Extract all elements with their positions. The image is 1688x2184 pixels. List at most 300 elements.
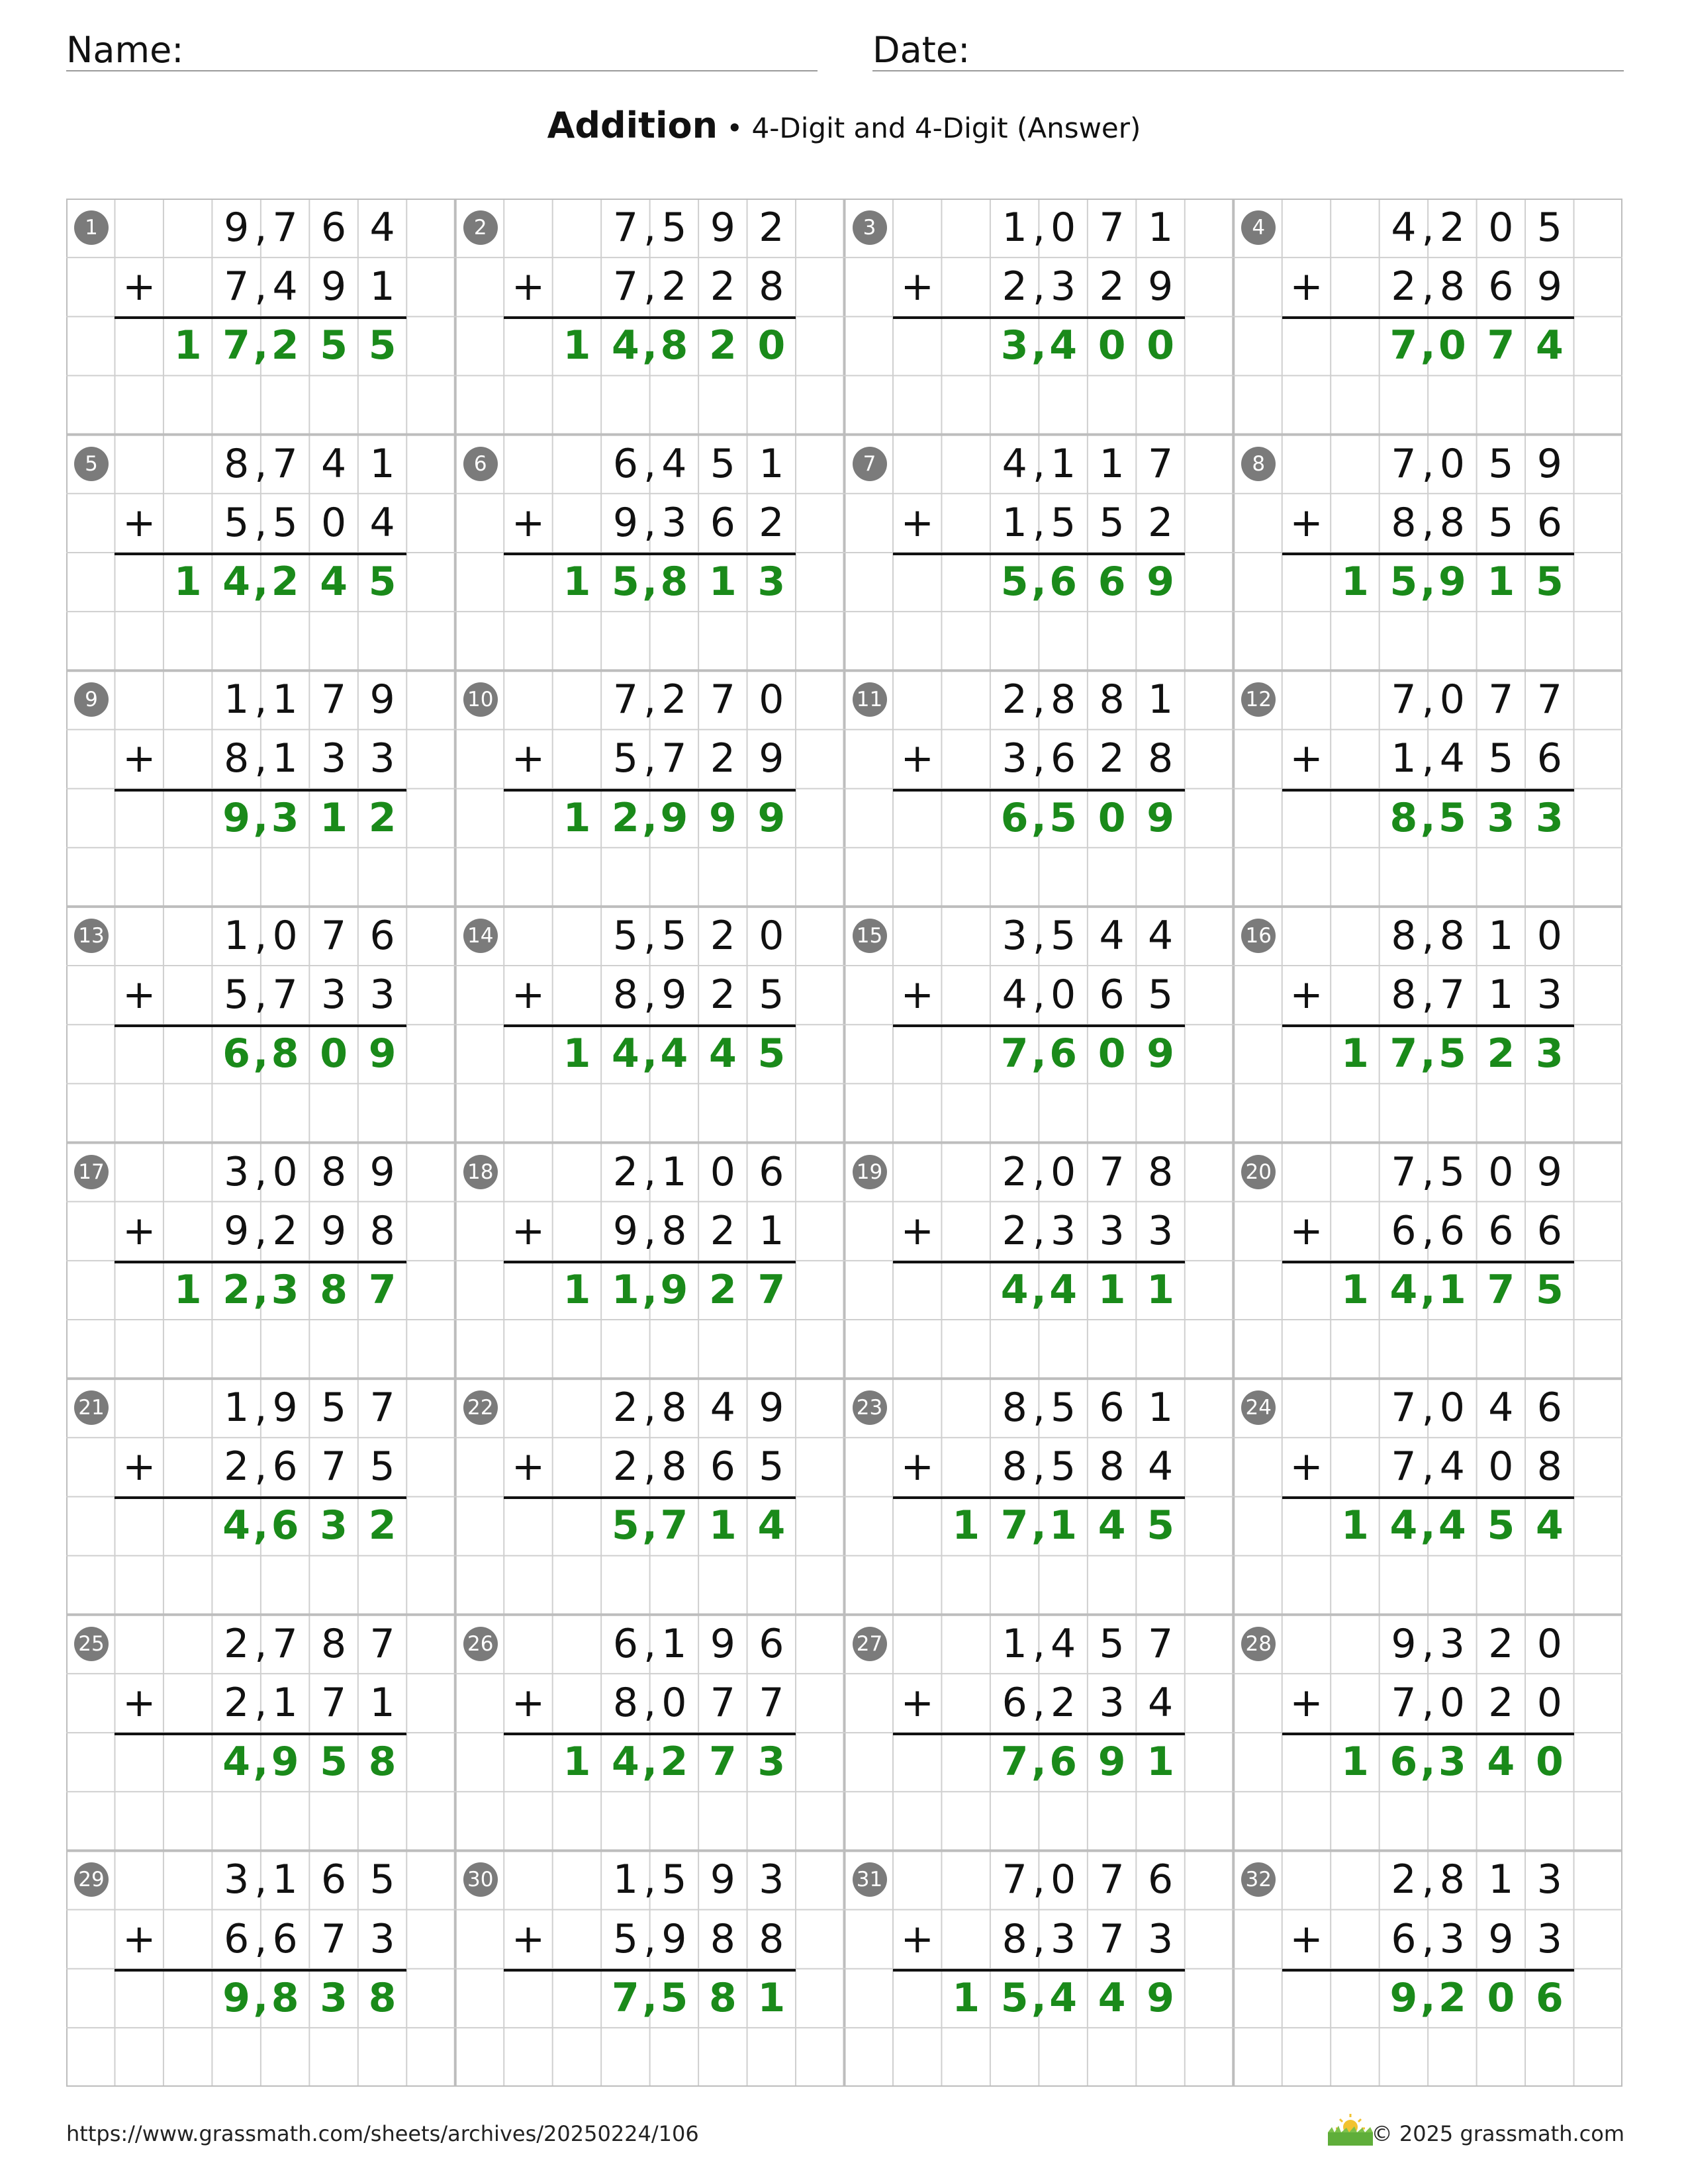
thousands-separator: , (1420, 322, 1436, 369)
answer-digit: 1 (563, 1739, 591, 1786)
thousands-separator: , (1032, 735, 1045, 782)
digit: 9 (1488, 1915, 1514, 1962)
answer-digit: 4 (660, 1030, 688, 1077)
thousands-separator: , (1421, 1443, 1434, 1490)
digit: 2 (1439, 205, 1465, 251)
digit: 1 (1488, 972, 1514, 1019)
answer-digit: 4 (1535, 322, 1564, 369)
plus-sign: + (1289, 735, 1323, 782)
thousands-separator: , (643, 440, 657, 487)
thousands-separator: , (253, 558, 269, 605)
answer-digit: 5 (1000, 1974, 1029, 2021)
answer-digit: 0 (1098, 322, 1126, 369)
problem-27 (845, 1615, 1234, 1850)
digit: 7 (1391, 1148, 1417, 1195)
digit: 1 (224, 676, 250, 723)
digit: 5 (1051, 1385, 1076, 1432)
digit: 9 (612, 1207, 638, 1254)
plus-sign: + (511, 972, 545, 1019)
digit: 5 (1099, 1620, 1125, 1667)
digit: 5 (1051, 1443, 1076, 1490)
digit: 1 (369, 440, 395, 487)
plus-sign: + (122, 1443, 156, 1490)
digit: 5 (612, 912, 638, 959)
digit: 0 (710, 1148, 735, 1195)
digit: 2 (1391, 1856, 1417, 1903)
thousands-separator: , (254, 1385, 267, 1432)
thousands-separator: , (1421, 1915, 1434, 1962)
digit: 0 (1051, 1856, 1076, 1903)
digit: 6 (1488, 1207, 1514, 1254)
answer-digit: 5 (1147, 1502, 1174, 1549)
footer-url: https://www.grassmath.com/sheets/archives/20250224/106 (66, 2121, 699, 2146)
answer-digit: 2 (368, 1502, 397, 1549)
digit: 6 (1099, 1385, 1125, 1432)
answer-digit: 5 (368, 558, 397, 605)
thousands-separator: , (642, 794, 658, 841)
answer-digit: 5 (1438, 794, 1466, 841)
problem-number-badge: 14 (463, 919, 498, 953)
digit: 8 (1147, 1148, 1174, 1195)
digit: 3 (321, 735, 347, 782)
digit: 8 (224, 735, 250, 782)
answer-digit: 8 (368, 1974, 397, 2021)
problem-number-badge: 6 (463, 447, 498, 481)
digit: 3 (1536, 1915, 1562, 1962)
thousands-separator: , (1032, 440, 1045, 487)
digit: 5 (661, 1856, 687, 1903)
answer-digit: 9 (1147, 1974, 1174, 2021)
digit: 9 (759, 1385, 784, 1432)
answer-digit: 9 (1098, 1739, 1126, 1786)
problem-30 (455, 1850, 845, 2086)
answer-digit: 7 (1000, 1739, 1029, 1786)
digit: 7 (369, 1385, 395, 1432)
problem-number-badge: 19 (853, 1155, 887, 1189)
answer-digit: 5 (612, 558, 639, 605)
digit: 7 (1099, 1856, 1125, 1903)
digit: 3 (1002, 912, 1027, 959)
digit: 6 (1439, 1207, 1465, 1254)
digit: 7 (661, 735, 687, 782)
answer-digit: 8 (1389, 794, 1418, 841)
digit: 9 (369, 676, 395, 723)
thousands-separator: , (1421, 1856, 1434, 1903)
answer-digit: 2 (222, 1266, 251, 1313)
answer-digit: 8 (660, 322, 688, 369)
thousands-separator: , (254, 1679, 267, 1726)
digit: 1 (1051, 440, 1076, 487)
thousands-separator: , (642, 1266, 658, 1313)
digit: 8 (612, 972, 638, 1019)
plus-sign: + (122, 972, 156, 1019)
problem-32 (1233, 1850, 1622, 2086)
thousands-separator: , (253, 1739, 269, 1786)
thousands-separator: , (1032, 1679, 1045, 1726)
digit: 2 (224, 1620, 250, 1667)
digit: 3 (1002, 735, 1027, 782)
answer-digit: 5 (320, 322, 348, 369)
digit: 0 (759, 676, 784, 723)
answer-digit: 2 (660, 1739, 688, 1786)
thousands-separator: , (1420, 1974, 1436, 2021)
digit: 8 (321, 1148, 347, 1195)
answer-digit: 0 (320, 1030, 348, 1077)
digit: 2 (759, 499, 784, 546)
answer-digit: 9 (708, 794, 737, 841)
plus-sign: + (511, 1443, 545, 1490)
digit: 8 (1391, 499, 1417, 546)
answer-digit: 4 (1000, 1266, 1029, 1313)
problem-26 (455, 1615, 845, 1850)
digit: 1 (1002, 205, 1027, 251)
digit: 1 (224, 912, 250, 959)
digit: 7 (224, 263, 250, 310)
thousands-separator: , (642, 322, 658, 369)
digit: 0 (1439, 676, 1465, 723)
problem-number-badge: 17 (74, 1155, 109, 1189)
answer-digit: 0 (1535, 1739, 1564, 1786)
digit: 6 (1536, 735, 1562, 782)
digit: 2 (710, 263, 735, 310)
answer-digit: 9 (660, 1266, 688, 1313)
digit: 6 (759, 1620, 784, 1667)
problem-number-badge: 28 (1241, 1627, 1276, 1661)
digit: 7 (1099, 1915, 1125, 1962)
digit: 7 (710, 676, 735, 723)
digit: 7 (321, 912, 347, 959)
digit: 5 (1051, 499, 1076, 546)
answer-digit: 7 (368, 1266, 397, 1313)
digit: 0 (1051, 1148, 1076, 1195)
digit: 0 (272, 1148, 298, 1195)
thousands-separator: , (1031, 794, 1047, 841)
thousands-separator: , (1032, 1148, 1045, 1195)
answer-digit: 5 (1487, 1502, 1515, 1549)
problem-12 (1233, 670, 1622, 906)
digit: 8 (224, 440, 250, 487)
digit: 4 (1147, 1679, 1174, 1726)
digit: 9 (661, 972, 687, 1019)
digit: 9 (1536, 263, 1562, 310)
thousands-separator: , (642, 1030, 658, 1077)
digit: 0 (1439, 440, 1465, 487)
digit: 8 (1439, 263, 1465, 310)
digit: 9 (272, 1385, 298, 1432)
thousands-separator: , (1420, 1266, 1436, 1313)
thousands-separator: , (1421, 263, 1434, 310)
digit: 7 (612, 676, 638, 723)
digit: 0 (1439, 1385, 1465, 1432)
digit: 1 (272, 1856, 298, 1903)
answer-digit: 5 (1535, 1266, 1564, 1313)
answer-digit: 3 (271, 1266, 299, 1313)
date-field[interactable] (872, 25, 1624, 71)
problem-number-badge: 15 (853, 919, 887, 953)
plus-sign: + (511, 263, 545, 310)
digit: 1 (1488, 912, 1514, 959)
digit: 5 (612, 735, 638, 782)
digit: 5 (369, 1856, 395, 1903)
digit: 7 (1147, 1620, 1174, 1667)
plus-sign: + (1289, 1915, 1323, 1962)
answer-digit: 4 (222, 558, 251, 605)
thousands-separator: , (1032, 1385, 1045, 1432)
thousands-separator: , (643, 263, 657, 310)
digit: 7 (1099, 1148, 1125, 1195)
grass-sun-logo-icon (1324, 2110, 1377, 2147)
digit: 2 (1002, 676, 1027, 723)
answer-digit: 7 (1487, 1266, 1515, 1313)
thousands-separator: , (1421, 440, 1434, 487)
plus-sign: + (122, 499, 156, 546)
answer-digit: 4 (222, 1739, 251, 1786)
digit: 6 (1488, 263, 1514, 310)
problem-15 (845, 907, 1234, 1142)
thousands-separator: , (643, 912, 657, 959)
problem-16 (1233, 907, 1622, 1142)
digit: 5 (1099, 499, 1125, 546)
answer-digit: 1 (1341, 1739, 1369, 1786)
answer-digit: 1 (173, 322, 202, 369)
plus-sign: + (122, 263, 156, 310)
digit: 6 (1002, 1679, 1027, 1726)
digit: 6 (1391, 1207, 1417, 1254)
digit: 7 (1391, 1443, 1417, 1490)
answer-digit: 2 (708, 1266, 737, 1313)
thousands-separator: , (1420, 1502, 1436, 1549)
answer-digit: 0 (757, 322, 786, 369)
answer-digit: 1 (1341, 558, 1369, 605)
answer-digit: 2 (1438, 1974, 1466, 2021)
thousands-separator: , (1420, 1739, 1436, 1786)
answer-digit: 9 (757, 794, 786, 841)
problem-22 (455, 1379, 845, 1614)
digit: 8 (759, 1915, 784, 1962)
thousands-separator: , (1032, 1915, 1045, 1962)
digit: 6 (321, 205, 347, 251)
digit: 9 (1147, 263, 1174, 310)
digit: 2 (612, 1443, 638, 1490)
digit: 4 (1002, 972, 1027, 1019)
problem-number-badge: 5 (74, 447, 109, 481)
answer-digit: 1 (1098, 1266, 1126, 1313)
thousands-separator: , (643, 1679, 657, 1726)
digit: 7 (1439, 972, 1465, 1019)
digit: 7 (272, 205, 298, 251)
answer-digit: 1 (563, 558, 591, 605)
digit: 4 (1002, 440, 1027, 487)
problem-number-badge: 8 (1241, 447, 1276, 481)
digit: 6 (1536, 499, 1562, 546)
answer-digit: 1 (563, 1266, 591, 1313)
digit: 8 (1002, 1915, 1027, 1962)
answer-digit: 4 (1049, 322, 1077, 369)
answer-digit: 4 (612, 1739, 639, 1786)
thousands-separator: , (643, 1620, 657, 1667)
digit: 2 (710, 735, 735, 782)
digit: 9 (1536, 1148, 1562, 1195)
thousands-separator: , (253, 794, 269, 841)
answer-digit: 7 (660, 1502, 688, 1549)
digit: 5 (661, 912, 687, 959)
answer-digit: 9 (1147, 558, 1174, 605)
worksheet-title (0, 105, 1688, 146)
digit: 1 (661, 1620, 687, 1667)
digit: 8 (612, 1679, 638, 1726)
answer-digit: 4 (1098, 1974, 1126, 2021)
thousands-separator: , (253, 1266, 269, 1313)
digit: 2 (224, 1443, 250, 1490)
digit: 3 (1051, 1915, 1076, 1962)
problem-10 (455, 670, 845, 906)
answer-digit: 1 (563, 322, 591, 369)
digit: 2 (1099, 735, 1125, 782)
digit: 1 (272, 1679, 298, 1726)
digit: 7 (1536, 676, 1562, 723)
digit: 9 (224, 1207, 250, 1254)
answer-digit: 9 (222, 1974, 251, 2021)
answer-digit: 4 (320, 558, 348, 605)
problem-number-badge: 18 (463, 1155, 498, 1189)
problem-8 (1233, 435, 1622, 670)
answer-digit: 0 (1098, 1030, 1126, 1077)
digit: 9 (759, 735, 784, 782)
thousands-separator: , (254, 440, 267, 487)
digit: 9 (1536, 440, 1562, 487)
digit: 0 (272, 912, 298, 959)
digit: 0 (661, 1679, 687, 1726)
problem-number-badge: 9 (74, 682, 109, 717)
problem-9 (66, 670, 455, 906)
problem-number-badge: 22 (463, 1390, 498, 1425)
digit: 7 (369, 1620, 395, 1667)
digit: 4 (369, 205, 395, 251)
digit: 5 (1439, 1148, 1465, 1195)
digit: 2 (759, 205, 784, 251)
digit: 6 (1147, 1856, 1174, 1903)
problem-24 (1233, 1379, 1622, 1614)
digit: 1 (224, 1385, 250, 1432)
digit: 4 (710, 1385, 735, 1432)
plus-sign: + (1289, 263, 1323, 310)
answer-digit: 5 (1438, 1030, 1466, 1077)
digit: 0 (1536, 1679, 1562, 1726)
answer-digit: 4 (612, 1030, 639, 1077)
answer-digit: 4 (708, 1030, 737, 1077)
digit: 3 (224, 1856, 250, 1903)
digit: 4 (1099, 912, 1125, 959)
thousands-separator: , (253, 1030, 269, 1077)
digit: 8 (661, 1385, 687, 1432)
answer-digit: 1 (563, 794, 591, 841)
digit: 9 (224, 205, 250, 251)
answer-digit: 5 (1000, 558, 1029, 605)
digit: 3 (1536, 972, 1562, 1019)
plus-sign: + (511, 1207, 545, 1254)
problem-number-badge: 23 (853, 1390, 887, 1425)
digit: 7 (272, 440, 298, 487)
thousands-separator: , (643, 1915, 657, 1962)
digit: 7 (1391, 676, 1417, 723)
digit: 4 (1439, 735, 1465, 782)
problem-2 (455, 199, 845, 434)
answer-digit: 3 (320, 1502, 348, 1549)
digit: 3 (1051, 1207, 1076, 1254)
digit: 9 (612, 499, 638, 546)
digit: 8 (1439, 1856, 1465, 1903)
answer-digit: 1 (708, 1502, 737, 1549)
problem-number-badge: 13 (74, 919, 109, 953)
digit: 5 (224, 972, 250, 1019)
digit: 9 (1391, 1620, 1417, 1667)
thousands-separator: , (1421, 676, 1434, 723)
answer-digit: 9 (660, 794, 688, 841)
answer-digit: 8 (271, 1974, 299, 2021)
thousands-separator: , (643, 735, 657, 782)
digit: 6 (224, 1915, 250, 1962)
thousands-separator: , (1031, 1739, 1047, 1786)
digit: 5 (661, 205, 687, 251)
answer-digit: 5 (1389, 558, 1418, 605)
digit: 8 (1439, 499, 1465, 546)
digit: 5 (272, 499, 298, 546)
digit: 2 (272, 1207, 298, 1254)
answer-digit: 3 (757, 558, 786, 605)
digit: 8 (1051, 676, 1076, 723)
plus-sign: + (1289, 1679, 1323, 1726)
answer-digit: 2 (1487, 1030, 1515, 1077)
thousands-separator: , (254, 676, 267, 723)
digit: 0 (1488, 1443, 1514, 1490)
plus-sign: + (122, 1679, 156, 1726)
digit: 7 (710, 1679, 735, 1726)
answer-digit: 0 (1487, 1974, 1515, 2021)
digit: 2 (710, 912, 735, 959)
thousands-separator: , (1420, 558, 1436, 605)
thousands-separator: , (1031, 1502, 1047, 1549)
plus-sign: + (1289, 972, 1323, 1019)
problem-19 (845, 1143, 1234, 1379)
problem-number-badge: 16 (1241, 919, 1276, 953)
thousands-separator: , (254, 499, 267, 546)
digit: 8 (1099, 676, 1125, 723)
digit: 5 (1488, 440, 1514, 487)
problem-14 (455, 907, 845, 1142)
answer-digit: 1 (1147, 1266, 1174, 1313)
problem-number-badge: 27 (853, 1627, 887, 1661)
digit: 2 (1488, 1620, 1514, 1667)
answer-digit: 8 (708, 1974, 737, 2021)
digit: 5 (369, 1443, 395, 1490)
digit: 8 (661, 1207, 687, 1254)
digit: 5 (321, 1385, 347, 1432)
digit: 3 (224, 1148, 250, 1195)
digit: 4 (272, 263, 298, 310)
answer-digit: 5 (757, 1030, 786, 1077)
digit: 8 (661, 1443, 687, 1490)
problem-number-badge: 1 (74, 210, 109, 245)
answer-digit: 4 (1389, 1502, 1418, 1549)
digit: 4 (1439, 1443, 1465, 1490)
digit: 6 (321, 1856, 347, 1903)
name-field[interactable] (66, 25, 818, 71)
thousands-separator: , (643, 1856, 657, 1903)
answer-digit: 0 (1438, 322, 1466, 369)
answer-digit: 3 (1438, 1739, 1466, 1786)
answer-digit: 3 (1000, 322, 1029, 369)
digit: 1 (661, 1148, 687, 1195)
